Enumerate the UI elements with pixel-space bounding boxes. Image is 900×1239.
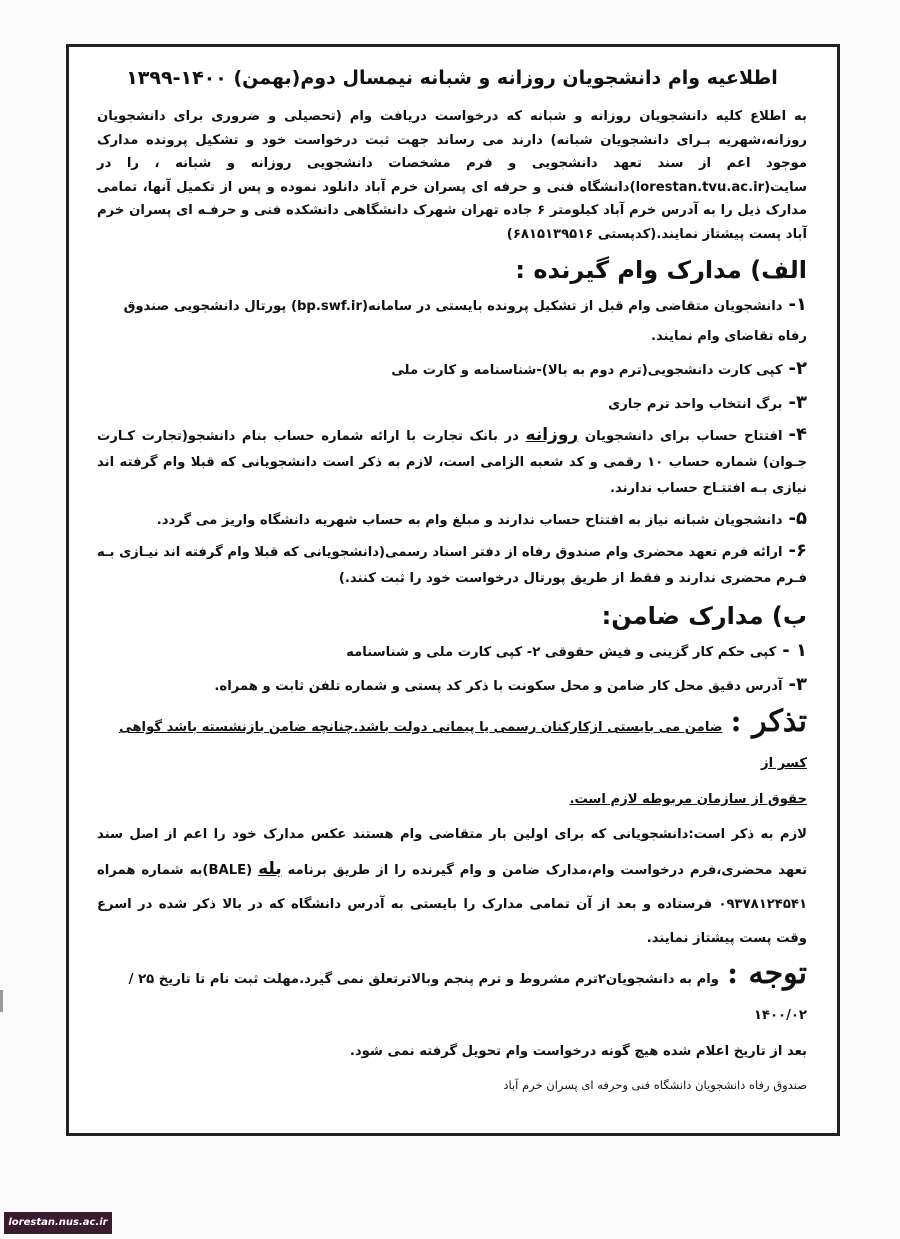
item-number: ۴- [788,424,807,445]
reminder-text-pre: لازم به ذکر است:دانشجویانی که برای اولین بار متقاضی وام هستند عکس مدارک خود را اعم از اصل سند تعهد محضری،فرم درخواست وام،مدارک ضامن و وام گیرنده را از طریق برنامه [97,827,808,878]
emphasis-daytime: روزانه [525,425,579,445]
item-text: کپی حکم کار گزینی و فیش حقوقی ۲- کپی کارت ملی و شناسنامه [346,645,777,660]
item-text: ارائه فرم تعهد محضری وام صندوق رفاه از دفتر اسناد رسمی(دانشجویانی که قبلا وام گرفته اند نیـازی بـه فـرم محضری ندارند و فقط از طریق پورتال درخواست خود را ثبت کنند.) [97,545,807,586]
item-number: ۶- [788,540,807,561]
item-text: دانشجویان شبانه نیاز به افتتاح حساب ندارند و مبلغ وام به حساب شهریه دانشگاه واریز می گردد. [156,513,783,528]
item-number: ۲- [788,358,807,379]
section-b-item-3 [97,670,807,702]
item-number: ۳- [788,392,807,413]
section-a-item-4 [97,422,807,502]
intro-paragraph: به اطلاع کلیه دانشجویان روزانه و شبانه که درخواست دریافت وام (تحصیلی و ضروری برای دانشجویان روزانه،شهریه بـرای دانشجویان شبانه) دارند می رساند جهت ثبت درخواست خود و تشکیل پرونده مدارک موجود اعم از سند تعهد دانشجویی و فرم مشخصات دانشجویی روزانه و شبانه ، را در سایت(lorestan.tvu.ac.ir)دانشگاه فنی و حرفه ای پسران خرم آباد دانلود نموده و پس از تکمیل آنها، تمامی مدارک ذیل را به آدرس خرم آباد کیلومتر ۶ جاده تهران شهرک دانشگاهی دانشکده فنی و حرفـه ای پسران خرم آباد پست پیشتاز نمایند.(کدپستی ۶۸۱۵۱۳۹۵۱۶) [97,109,808,242]
attention-note-cont [97,1034,807,1070]
item-text: دانشجویان متقاضی وام قبل از تشکیل پرونده بایستی در سامانه(bp.swf.ir) پورتال دانشجویی صندوق رفاه تقاضای وام نمایند. [123,299,807,344]
attention-label: توجه : [727,956,807,991]
item-text: کپی کارت دانشجویی(ترم دوم به بالا)-شناسنامه و کارت ملی [391,363,783,378]
reminder-text-post: (BALE)به شماره همراه ۰۹۳۷۸۱۲۴۵۴۱ فرستاده و بعد از آن تمامی مدارک را بایستی به آدرس دانشگاه که در بالا ذکر شده در اسرع وقت پست پیشتاز نمایند. [97,863,807,946]
footer-signature: صندوق رفاه دانشجویان دانشگاه فنی وحرفه ای پسران خرم آباد [503,1078,807,1092]
warning-label: تذکر : [730,704,807,739]
site-badge: lorestan.nus.ac.ir [4,1212,112,1234]
item-text: در بانک تجارت با ارائه شماره حساب بنام دانشجو(تجارت کـارت جـوان) شماره حساب ۱۰ رقمی و کد شعبه الزامی است، لازم به ذکر است دانشجویانی که قبلا وام گرفته اند نیازی بـه افتتـاح حساب ندارند. [97,429,808,496]
item-number: ۳- [788,674,807,695]
section-a-item-2 [97,354,807,386]
warning-text-line2: حقوق از سازمان مربوطه لازم است. [569,792,807,807]
scan-mark [0,990,3,1012]
warning-text-line1: ضامن می بایستی ازکارکنان رسمی یا پیمانی دولت باشد.چنانچه ضامن بازنشسته باشد گواهی کسر از [119,720,807,771]
section-a-item-3 [97,388,807,420]
item-text: برگ انتخاب واحد ترم جاری [608,397,783,412]
item-number: ۱ - [782,640,807,661]
section-b-heading: ب) مدارک ضامن: [601,602,807,630]
attention-text-line1: وام به دانشجویان۲ترم مشروط و ترم پنجم وبالاترتعلق نمی گیرد.مهلت ثبت نام تا تاریخ ۲۵ /۱۴۰۰/۰۲ [128,972,807,1023]
item-text-pre: افتتاح حساب برای دانشجویان [584,429,783,444]
warning-note [97,704,807,782]
item-number: ۵- [788,508,807,529]
notice-content [97,59,807,1123]
section-a-heading: الف) مدارک وام گیرنده : [515,256,807,284]
section-a-item-6 [97,538,807,592]
attention-text-line2: بعد از تاریخ اعلام شده هیچ گونه درخواست وام تحویل گرفته نمی شود. [349,1044,807,1059]
warning-note-cont [97,782,807,818]
reminder-paragraph [97,818,807,956]
section-b-item-1 [97,636,807,668]
section-a-item-1 [97,290,807,352]
item-text: آدرس دقیق محل کار ضامن و محل سکونت با ذکر کد پستی و شماره تلفن ثابت و همراه. [214,679,783,694]
notice-frame [66,44,840,1136]
bale-app-name: بله [258,859,282,879]
item-number: ۱- [788,294,807,315]
attention-note [97,956,807,1034]
section-a-item-5 [97,504,807,536]
page-title: اطلاعیه وام دانشجویان روزانه و شبانه نیمسال دوم(بهمن) ۱۴۰۰-۱۳۹۹ [126,67,778,89]
